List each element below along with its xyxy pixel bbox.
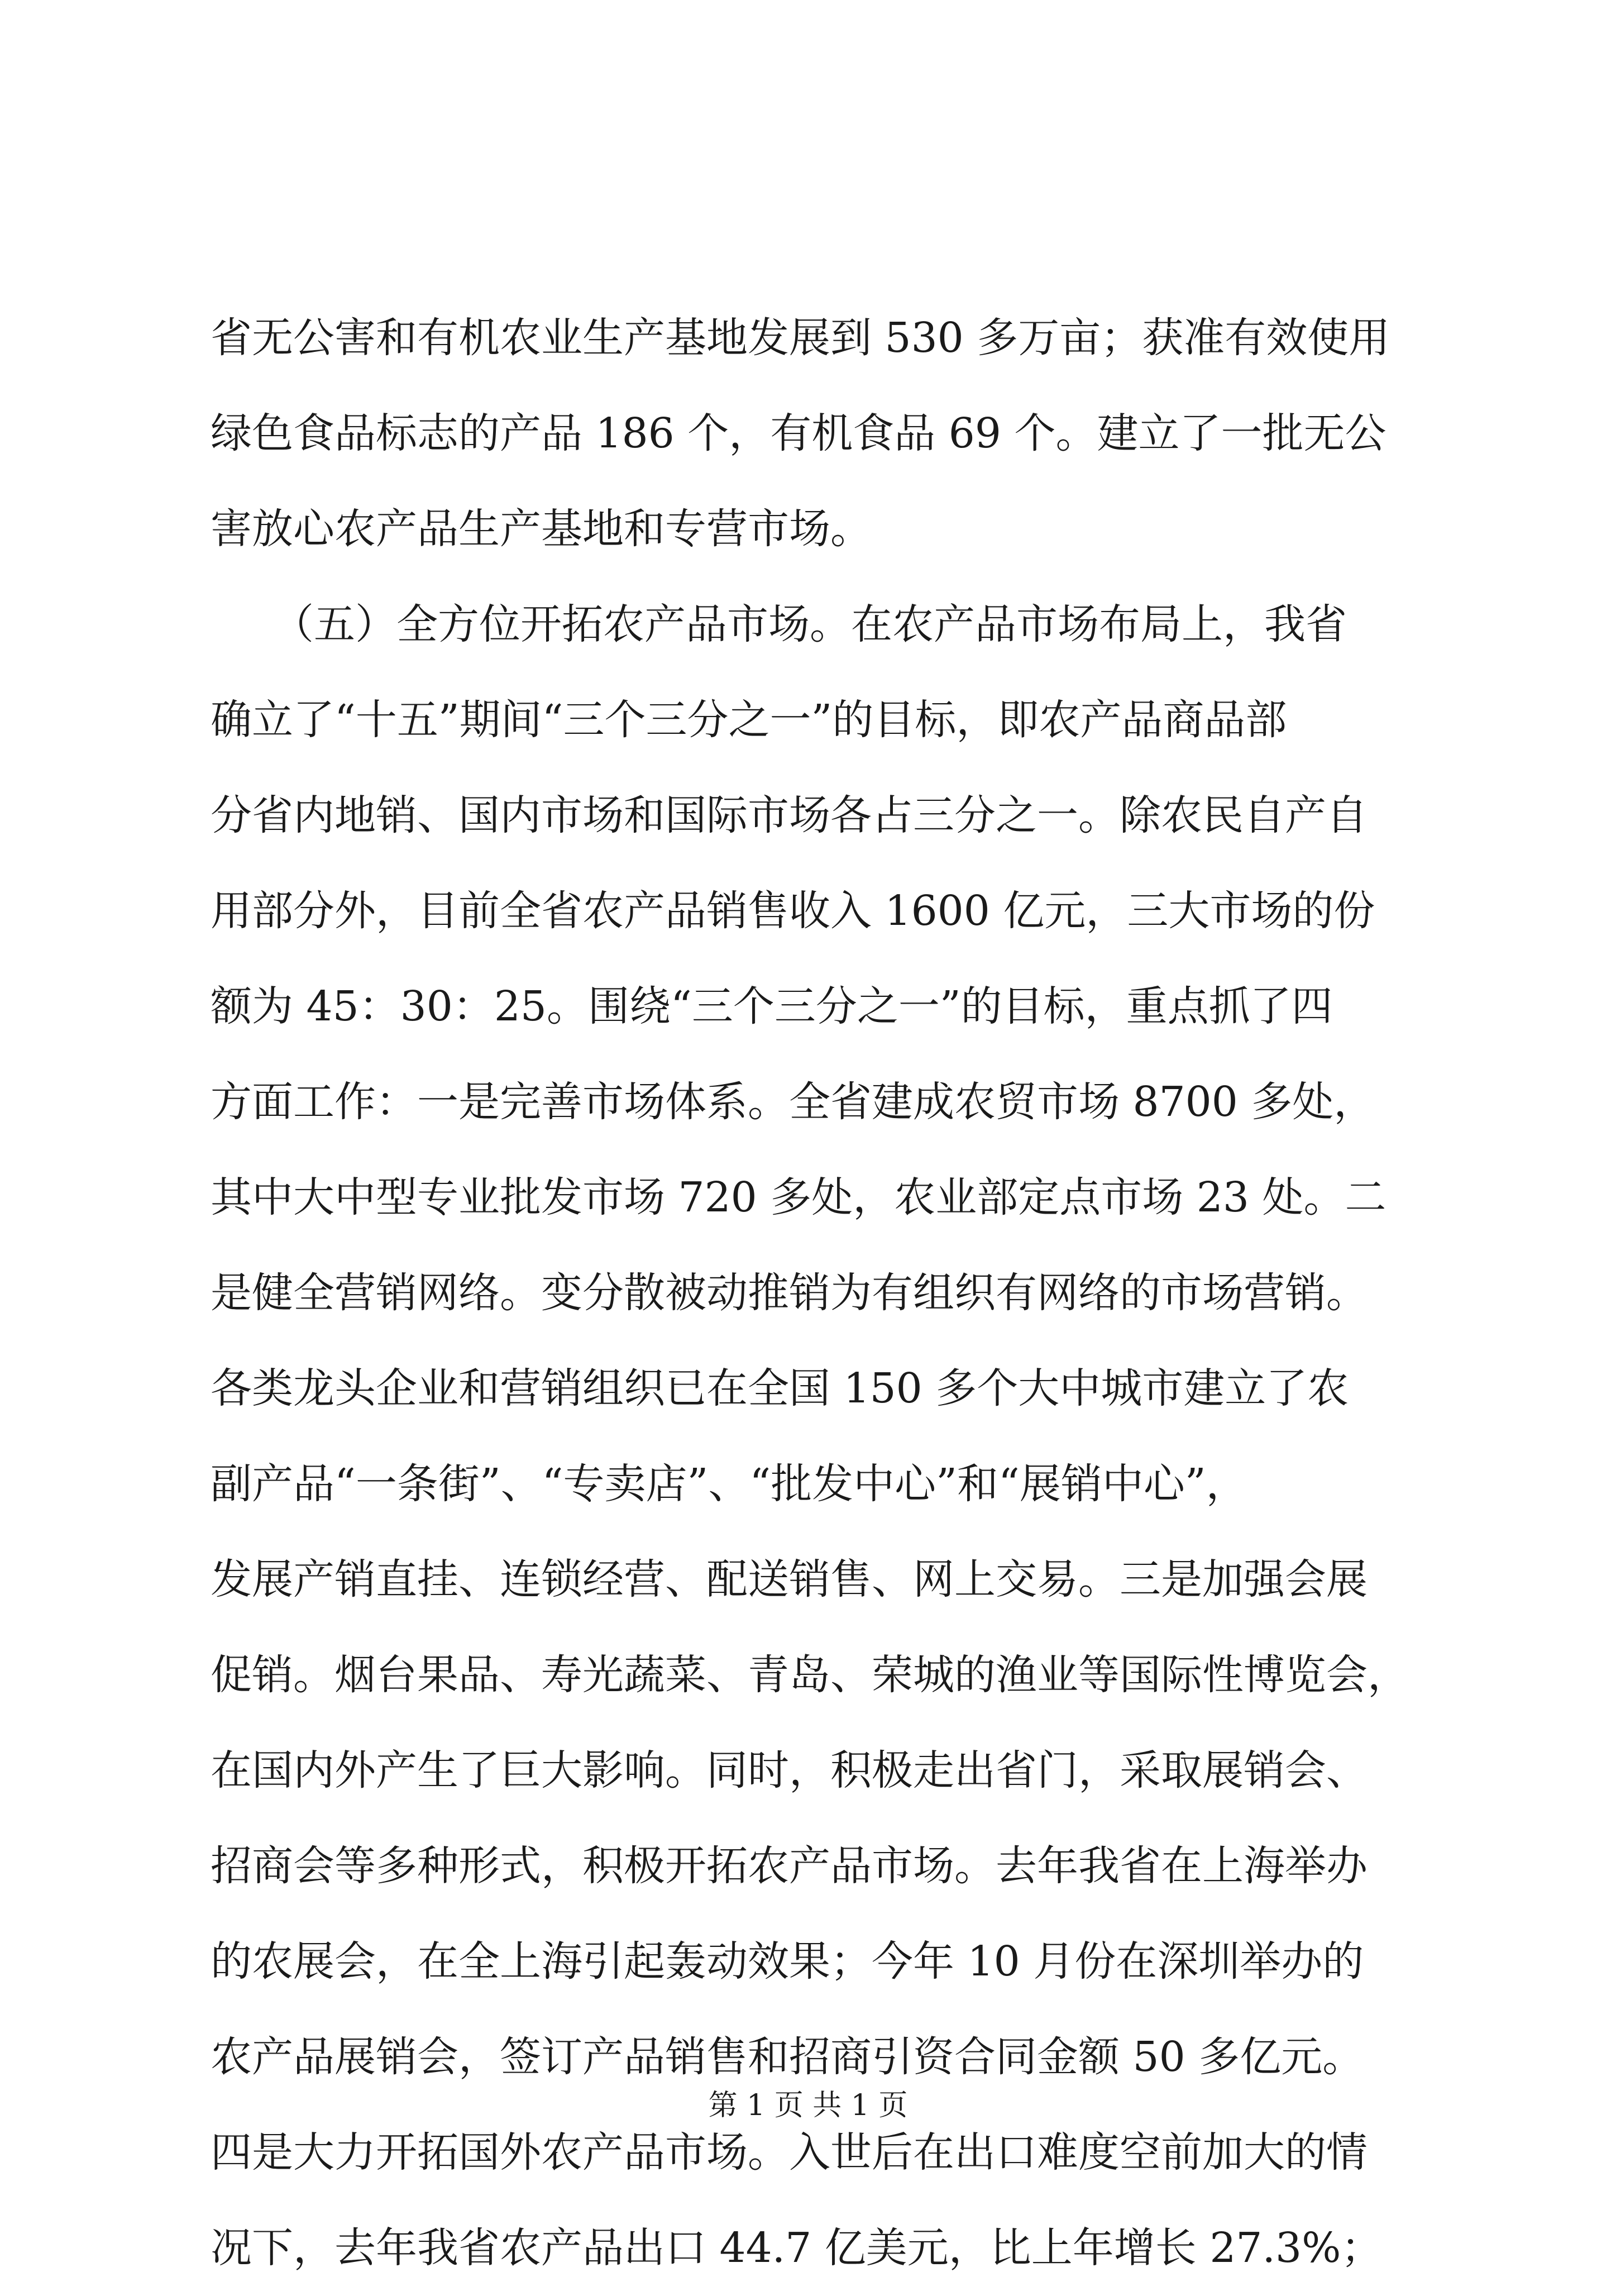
page-footer	[0, 2086, 1616, 2125]
text-line: 发展产销直挂、连锁经营、配送销售、网上交易。三是加强会展	[211, 1555, 1368, 1603]
text-line: 其中大中型专业批发市场 720 多处，农业部定点市场 23 处。二	[211, 1173, 1386, 1221]
text-line: 省无公害和有机农业生产基地发展到 530 多万亩；获准有效使用	[211, 314, 1390, 362]
text-line: 农产品展销会，签订产品销售和招商引资合同金额 50 多亿元。	[211, 2033, 1364, 2081]
text-line: 方面工作：一是完善市场体系。全省建成农贸市场 8700 多处，	[211, 1078, 1375, 1126]
text-line: 是健全营销网络。变分散被动推销为有组织有网络的市场营销。	[211, 1269, 1368, 1317]
text-line: 促销。烟台果品、寿光蔬菜、青岛、荣城的渔业等国际性博览会，	[211, 1651, 1409, 1699]
text-line: 四是大力开拓国外农产品市场。入世后在出口难度空前加大的情	[211, 2128, 1368, 2176]
text-line: 况下，去年我省农产品出口 44.7 亿美元，比上年增长 27.3%；	[211, 2224, 1383, 2272]
text-line: （五）全方位开拓农产品市场。在农产品市场布局上，我省	[211, 600, 1347, 648]
text-line: 绿色食品标志的产品 186 个，有机食品 69 个。建立了一批无公	[211, 409, 1386, 457]
text-line: 害放心农产品生产基地和专营市场。	[211, 505, 872, 553]
text-line: 副产品“一条街”、“专卖店”、“批发中心”和“展销中心”，	[211, 1460, 1247, 1508]
text-line: 用部分外，目前全省农产品销售收入 1600 亿元，三大市场的份	[211, 887, 1375, 935]
text-line: 各类龙头企业和营销组织已在全国 150 多个大中城市建立了农	[211, 1364, 1349, 1412]
text-line: 招商会等多种形式，积极开拓农产品市场。去年我省在上海举办	[211, 1842, 1368, 1890]
body-text	[211, 290, 1409, 2296]
text-line: 额为 45：30：25。围绕“三个三分之一”的目标，重点抓了四	[211, 982, 1333, 1030]
text-line: 在国内外产生了巨大影响。同时，积极走出省门，采取展销会、	[211, 1746, 1368, 1794]
text-line: 确立了“十五”期间“三个三分之一”的目标，即农产品商品部	[211, 696, 1287, 744]
text-line: 分省内地销、国内市场和国际市场各占三分之一。除农民自产自	[211, 791, 1368, 839]
text-line: 的农展会，在全上海引起轰动效果；今年 10 月份在深圳举办的	[211, 1937, 1364, 1985]
page-number-label: 第 1 页 共 1 页	[708, 2089, 908, 2122]
